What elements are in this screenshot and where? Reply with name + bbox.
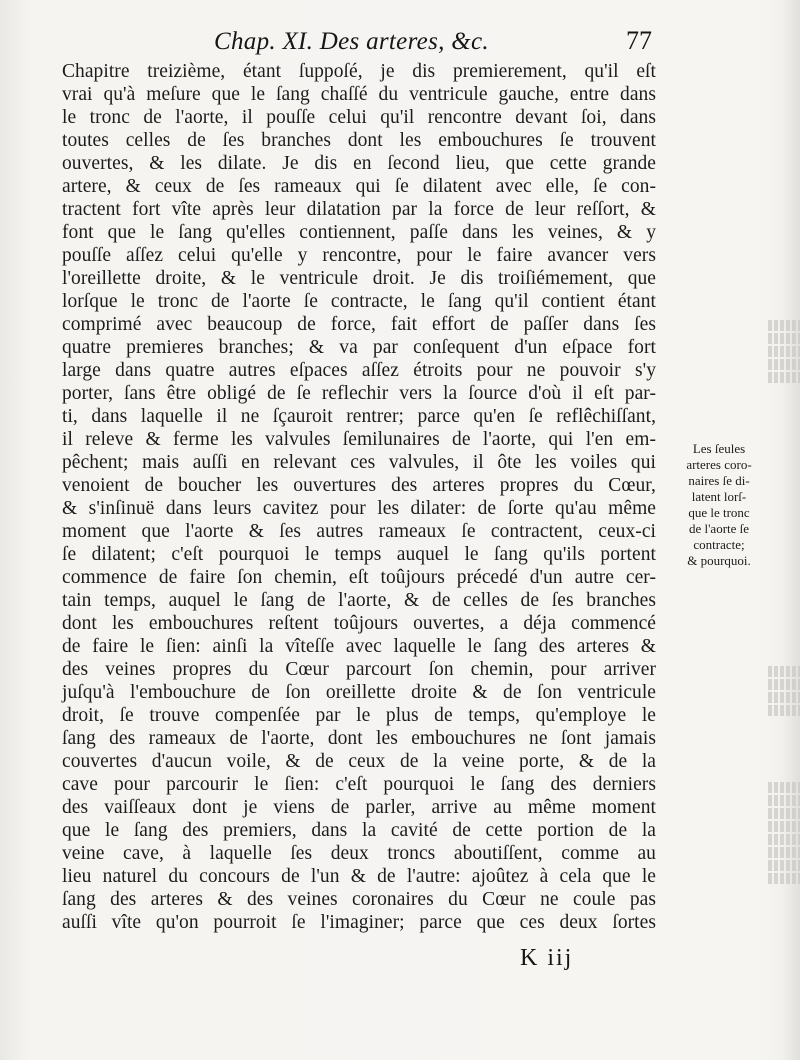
text-line: le tronc de l'aorte, il pouſſe celui qu'il rencontre devant ſoi, dans <box>62 107 656 128</box>
text-line: dont les embouchures reſtent toûjours ouvertes, a déja commencé <box>62 613 656 634</box>
text-line: vrai qu'à meſure que le ſang chaſſé du ventricule gauche, entre dans <box>62 84 656 105</box>
text-line: ſang des arteres & des veines coronaires du Cœur ne coule pas <box>62 889 656 910</box>
text-line: que le ſang des premiers, dans la cavité de cette portion de la <box>62 820 656 841</box>
text-line: ti, dans laquelle il ne ſçauroit rentrer; parce qu'en ſe reflêchiſſant, <box>62 406 656 427</box>
text-line: juſqu'à l'embouchure de ſon oreillette droite & de ſon ventricule <box>62 682 656 703</box>
text-line: venoient de boucher les ouvertures des arteres propres du Cœur, <box>62 475 656 496</box>
margin-note-line: de l'aorte ſe <box>688 521 750 536</box>
text-line: porter, ſans être obligé de ſe reflechir vers la ſource d'où il eſt par- <box>62 383 656 404</box>
body-text <box>62 60 656 934</box>
signature-mark: K iij <box>520 945 574 971</box>
text-line: comprimé avec beaucoup de force, fait effort de paſſer dans ſes <box>62 314 656 335</box>
text-line: auſſi vîte qu'on pourroit ſe l'imaginer; parce que ces deux ſortes <box>62 912 656 933</box>
text-line: artere, & ceux de ſes rameaux qui ſe dilatent avec elle, ſe con- <box>62 176 656 197</box>
margin-note-line: que le tronc <box>688 505 750 520</box>
text-line: Chapitre treizième, étant ſuppoſé, je dis premierement, qu'il eſt <box>62 61 656 82</box>
text-line: pêchent; mais auſſi en relevant ces valvules, il ôte les voiles qui <box>62 452 656 473</box>
text-line: quatre premieres branches; & va par conſequent d'un eſpace fort <box>62 337 656 358</box>
text-line: ſang des rameaux de l'aorte, dont les embouchures ne ſont jamais <box>62 728 656 749</box>
text-line: large dans quatre autres eſpaces aſſez étroits pour ne pouvoir s'y <box>62 360 656 381</box>
text-line: toutes celles de ſes branches dont les embouchures ſe trouvent <box>62 130 656 151</box>
text-line: lieu naturel du concours de l'un & de l'autre: ajoûtez à cela que le <box>62 866 656 887</box>
text-line: & s'inſinuë dans leurs cavitez pour les dilater: de ſorte qu'au même <box>62 498 656 519</box>
margin-note <box>666 441 772 569</box>
running-head: Chap. XI. Des arteres, &c. <box>214 28 489 55</box>
text-line: des veines propres du Cœur parcourt ſon chemin, pour arriver <box>62 659 656 680</box>
margin-note-line: contracte; <box>693 537 745 552</box>
show-through-text <box>768 664 800 724</box>
text-line: moment que l'aorte & ſes autres rameaux ſe contractent, ceux-ci <box>62 521 656 542</box>
text-line: tractent fort vîte après leur dilatation par la force de leur reſſort, & <box>62 199 656 220</box>
margin-note-line: & pourquoi. <box>687 553 751 568</box>
margin-note-line: Les ſeules <box>692 441 746 456</box>
margin-note-line: latent lorſ- <box>691 489 747 504</box>
text-line: pouſſe aſſez celui qu'elle y rencontre, pour le faire avancer vers <box>62 245 656 266</box>
margin-note-line: naires ſe di- <box>688 473 750 488</box>
text-line: droit, ſe trouve compenſée par le plus de temps, qu'employe le <box>62 705 656 726</box>
text-line: veine cave, à laquelle ſes deux troncs aboutiſſent, comme au <box>62 843 656 864</box>
text-line: couvertes d'aucun voile, & de ceux de la veine porte, & de la <box>62 751 656 772</box>
show-through-text <box>768 780 800 910</box>
text-line: tain temps, auquel le ſang de l'aorte, & de celles de ſes branches <box>62 590 656 611</box>
text-line: lorſque le tronc de l'aorte ſe contracte, le ſang qu'il contient étant <box>62 291 656 312</box>
page-number: 77 <box>626 26 652 55</box>
text-line: de faire le ſien: ainſi la vîteſſe avec laquelle le ſang des arteres & <box>62 636 656 657</box>
text-line: il releve & ferme les valvules ſemilunaires de l'aorte, qui l'en em- <box>62 429 656 450</box>
text-line: font que le ſang qu'elles contiennent, paſſe dans les veines, & y <box>62 222 656 243</box>
margin-note-line: arteres coro- <box>686 457 752 472</box>
show-through-text <box>768 318 800 398</box>
text-line: ſe dilatent; c'eſt pourquoi le temps auquel le ſang qu'ils portent <box>62 544 656 565</box>
text-line: commence de faire ſon chemin, eſt toûjours précedé d'un autre cer- <box>62 567 656 588</box>
text-line: ouvertes, & les dilate. Je dis en ſecond lieu, que cette grande <box>62 153 656 174</box>
text-line: des vaiſſeaux dont je viens de parler, arrive au même moment <box>62 797 656 818</box>
text-line: cave pour parcourir le ſien: c'eſt pourquoi le ſang des derniers <box>62 774 656 795</box>
text-line: l'oreillette droite, & le ventricule droit. Je dis troiſiémement, que <box>62 268 656 289</box>
